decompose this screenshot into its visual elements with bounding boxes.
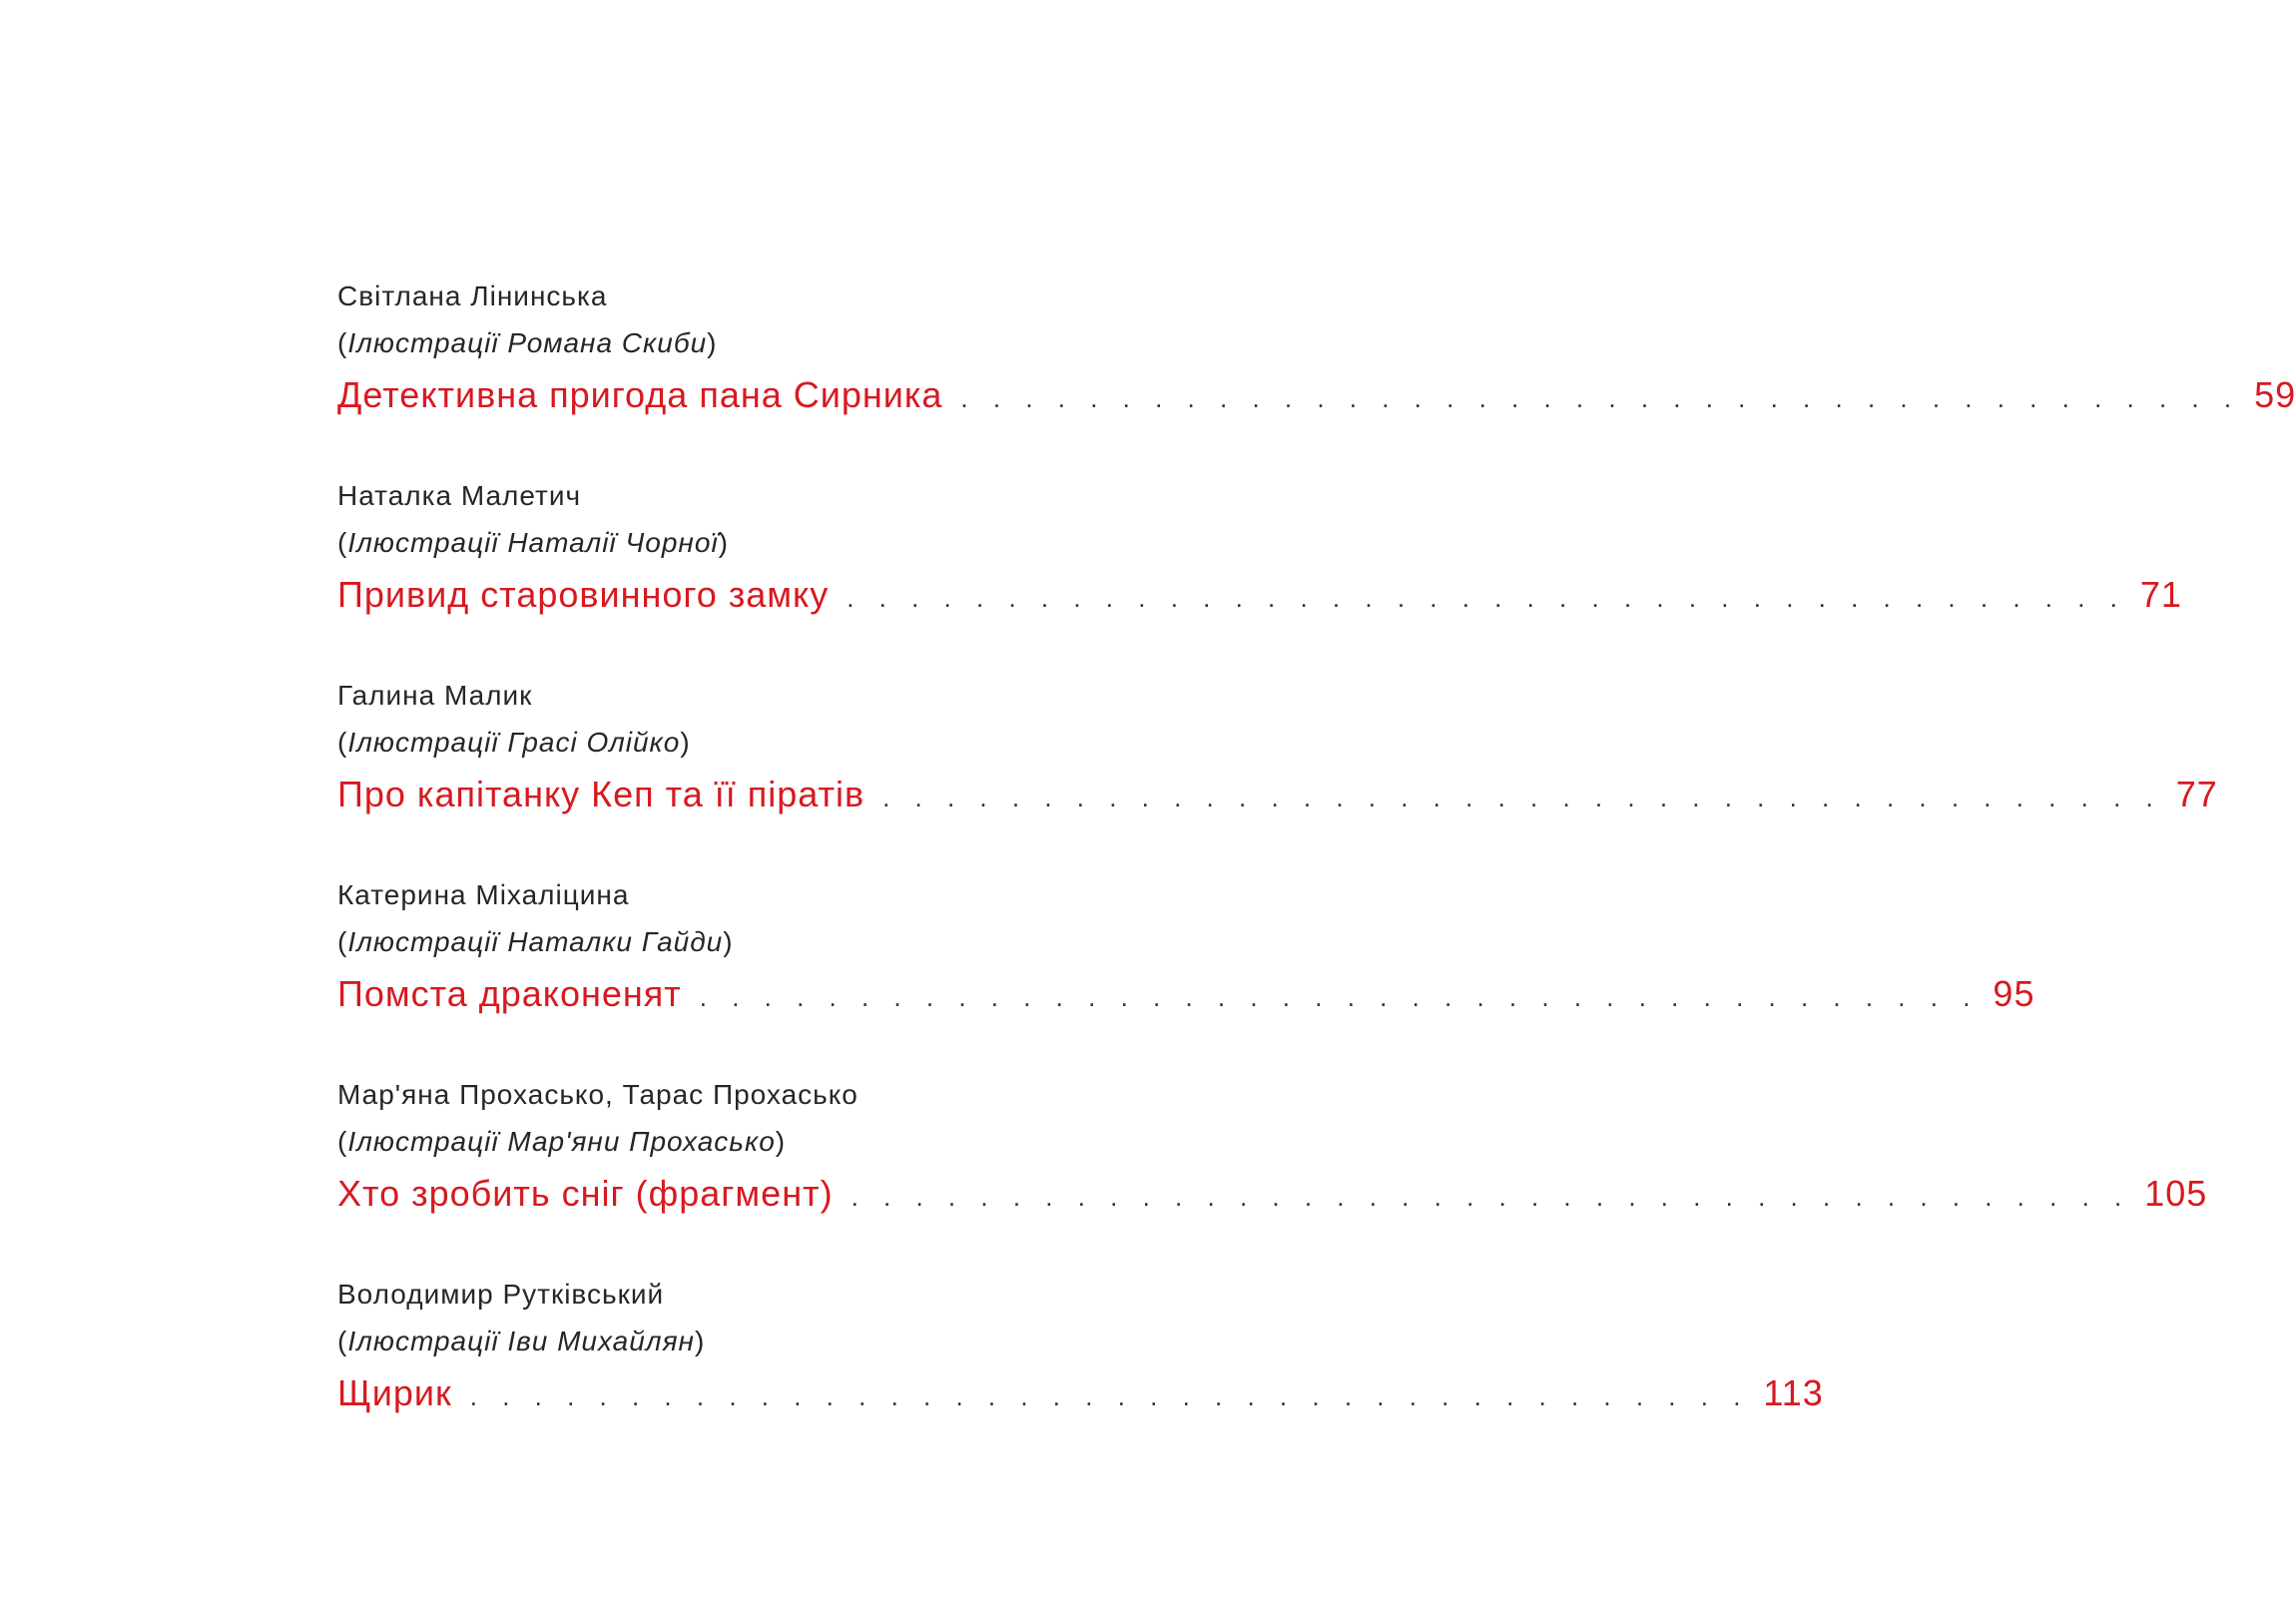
- author-name: Наталка Малетич: [337, 480, 582, 511]
- story-title[interactable]: Детективна пригода пана Сирника: [337, 374, 943, 415]
- dot-leader: . . . . . . . . . . . . . . . . . . . . . . . . . . . . . . . . . . . . . . . .: [851, 1182, 2131, 1212]
- toc-entry: [337, 674, 2218, 873]
- author-name: Катерина Міхаліцина: [337, 879, 630, 910]
- toc-title-row[interactable]: [337, 568, 2182, 622]
- dot-leader: . . . . . . . . . . . . . . . . . . . . . . . . . . . . . . . . . . . . . . . .: [469, 1381, 1750, 1411]
- dot-leader: . . . . . . . . . . . . . . . . . . . . . . . . . . . . . . . . . . . . . . . .: [960, 383, 2241, 413]
- story-title[interactable]: Про капітанку Кеп та її піратів: [337, 774, 865, 814]
- illustrator-name: Ілюстрації Романа Скиби: [347, 327, 708, 358]
- author-name: Галина Малик: [337, 680, 533, 711]
- table-of-contents: [337, 274, 2296, 1472]
- dot-leader: . . . . . . . . . . . . . . . . . . . . . . . . . . . . . . . . . . . . . . . .: [882, 783, 2162, 812]
- page-number[interactable]: 105: [2144, 1173, 2208, 1214]
- author-name: Володимир Рутківський: [337, 1279, 665, 1310]
- toc-entry: [337, 1073, 2208, 1273]
- page-number[interactable]: 113: [1763, 1372, 1824, 1413]
- illustrator-name: Ілюстрації Наталки Гайди: [347, 926, 724, 957]
- page-number[interactable]: 59: [2254, 374, 2296, 415]
- toc-title-row[interactable]: [337, 1366, 1824, 1420]
- story-title[interactable]: Щирик: [337, 1372, 452, 1413]
- toc-title-row[interactable]: [337, 1167, 2208, 1221]
- page-number[interactable]: 95: [1993, 973, 2035, 1014]
- illustrator-name: Ілюстрації Грасі Олійко: [347, 727, 681, 758]
- toc-entry: [337, 274, 2296, 474]
- author-name: Мар'яна Прохасько, Тарас Прохасько: [337, 1079, 859, 1110]
- illustrator-credit: (Ілюстрації Грасі Олійко): [337, 727, 691, 758]
- illustrator-credit: (Ілюстрації Мар'яни Прохасько): [337, 1126, 787, 1157]
- story-title[interactable]: Привид старовинного замку: [337, 574, 830, 615]
- author-name: Світлана Лінинська: [337, 280, 608, 311]
- illustrator-credit: (Ілюстрації Наталії Чорної): [337, 527, 729, 558]
- page-number[interactable]: 71: [2139, 574, 2182, 615]
- toc-entry: [337, 1273, 1824, 1472]
- toc-title-row[interactable]: [337, 967, 2035, 1021]
- story-title[interactable]: Хто зробить сніг (фрагмент): [337, 1173, 834, 1214]
- toc-title-row[interactable]: [337, 768, 2218, 821]
- illustrator-credit: (Ілюстрації Романа Скиби): [337, 327, 718, 358]
- dot-leader: . . . . . . . . . . . . . . . . . . . . . . . . . . . . . . . . . . . . . . . .: [699, 982, 1980, 1012]
- illustrator-name: Ілюстрації Мар'яни Прохасько: [347, 1126, 776, 1157]
- toc-title-row[interactable]: [337, 368, 2296, 422]
- page-number[interactable]: 77: [2175, 774, 2218, 814]
- illustrator-credit: (Ілюстрації Іви Михайлян): [337, 1326, 706, 1356]
- illustrator-credit: (Ілюстрації Наталки Гайди): [337, 926, 734, 957]
- illustrator-name: Ілюстрації Іви Михайлян: [347, 1326, 695, 1356]
- toc-entry: [337, 474, 2182, 674]
- story-title[interactable]: Помста драконенят: [337, 973, 682, 1014]
- illustrator-name: Ілюстрації Наталії Чорної: [347, 527, 719, 558]
- dot-leader: . . . . . . . . . . . . . . . . . . . . . . . . . . . . . . . . . . . . . . . .: [847, 583, 2126, 613]
- toc-entry: [337, 873, 2035, 1073]
